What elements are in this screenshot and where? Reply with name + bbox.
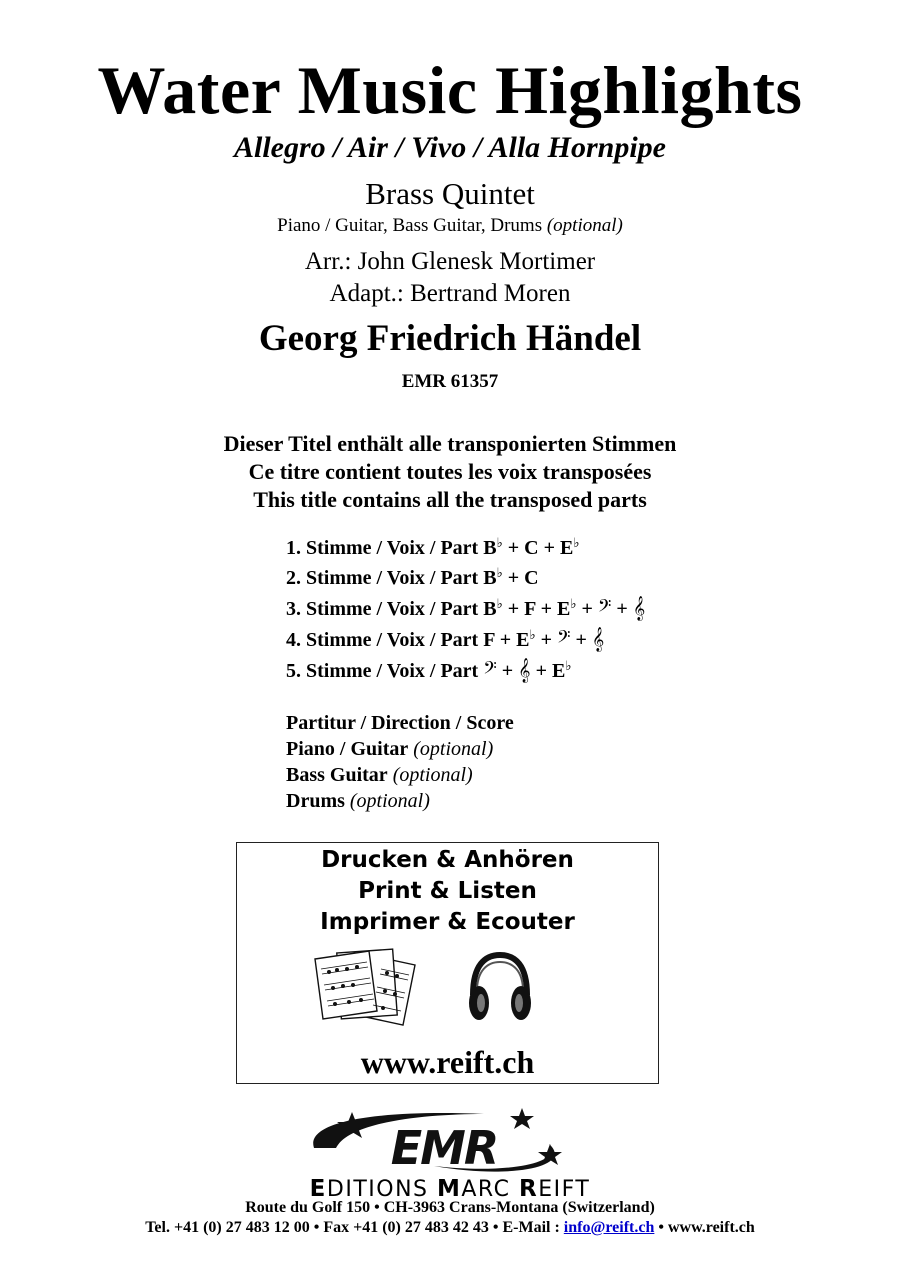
part-plus: +	[540, 629, 552, 651]
flat-icon: ♭	[496, 596, 503, 611]
part-prefix: Stimme / Voix / Part	[306, 537, 479, 559]
part-prefix: Stimme / Voix / Part	[306, 567, 479, 589]
emr-logo	[244, 1108, 656, 1178]
part-key: E♭	[559, 535, 580, 559]
part-plus: +	[543, 537, 555, 559]
extra-part-label: Partitur / Direction / Score	[286, 712, 514, 734]
bass-clef-icon: 𝄢	[597, 596, 612, 620]
part-plus: +	[535, 660, 547, 682]
part-plus: +	[507, 567, 520, 589]
part-key: E♭	[516, 627, 536, 651]
extra-part-note: (optional)	[413, 738, 494, 760]
adapter: Adapt.: Bertrand Moren	[329, 280, 571, 307]
treble-clef-icon: 𝄞	[591, 627, 605, 651]
brand-rest: EIFT	[538, 1177, 591, 1202]
flat-icon: ♭	[496, 535, 503, 550]
flat-icon: ♭	[570, 596, 577, 611]
promo-line-de: Drucken & Anhören	[321, 847, 574, 873]
arranger: Arr.: John Glenesk Mortimer	[304, 248, 596, 275]
part-plus: +	[575, 629, 587, 651]
extras-list	[286, 710, 514, 814]
part-plus: +	[507, 537, 520, 559]
part-plus: +	[499, 629, 512, 651]
parts-list	[286, 533, 645, 686]
part-key: E♭	[557, 596, 577, 620]
catalog-number: EMR 61357	[401, 371, 499, 392]
promo-url[interactable]: www.reift.ch	[360, 1044, 535, 1080]
bass-clef-icon: 𝄢	[483, 658, 497, 682]
part-key: B♭	[483, 596, 503, 620]
print-listen-box	[236, 842, 659, 1084]
bass-clef-icon: 𝄢	[557, 627, 571, 651]
part-line	[286, 533, 645, 563]
brand-rest: DITIONS	[326, 1177, 437, 1202]
part-key: F	[524, 598, 536, 620]
extra-part-label: Bass Guitar	[286, 764, 388, 786]
treble-clef-icon: 𝄞	[632, 596, 646, 620]
part-line	[286, 593, 645, 624]
headphones-icon	[465, 951, 535, 1025]
optional-instruments-list: Piano / Guitar, Bass Guitar, Drums	[277, 215, 543, 236]
extra-part	[286, 736, 514, 762]
part-prefix: Stimme / Voix / Part	[306, 660, 479, 682]
treble-clef-icon: 𝄞	[518, 658, 531, 682]
contact-website: • www.reift.ch	[654, 1219, 755, 1236]
extra-part	[286, 762, 514, 788]
part-number: 5.	[286, 660, 301, 682]
brand-initial: R	[518, 1176, 539, 1202]
extra-part-note: (optional)	[392, 764, 473, 786]
part-key: B♭	[483, 535, 503, 559]
part-number: 4.	[286, 629, 301, 651]
notice-fr: Ce titre contient toutes les voix transposées	[248, 459, 652, 484]
part-plus: +	[540, 598, 552, 620]
publisher-address: Route du Golf 150 • CH-3963 Crans-Montana (Switzerland)	[245, 1199, 655, 1216]
flat-icon: ♭	[573, 535, 580, 550]
part-prefix: Stimme / Voix / Part	[306, 598, 479, 620]
extra-part-label: Piano / Guitar	[286, 738, 409, 760]
part-line	[286, 624, 645, 655]
promo-line-en: Print & Listen	[358, 878, 537, 904]
part-key: B♭	[483, 565, 503, 589]
flat-icon: ♭	[496, 565, 503, 580]
part-number: 2.	[286, 567, 301, 589]
email-link[interactable]: info@reift.ch	[563, 1219, 655, 1236]
flat-icon: ♭	[529, 627, 536, 642]
brand-initial: M	[436, 1176, 462, 1202]
extra-part-label: Drums	[286, 790, 345, 812]
promo-line-fr: Imprimer & Ecouter	[320, 909, 575, 935]
ensemble: Brass Quintet	[365, 176, 535, 211]
title: Water Music Highlights	[97, 52, 803, 128]
publisher-contact	[0, 1218, 900, 1238]
notice-de: Dieser Titel enthält alle transponierten Stimmen	[223, 431, 677, 456]
subtitle: Allegro / Air / Vivo / Alla Hornpipe	[234, 131, 666, 164]
part-prefix: Stimme / Voix / Part	[306, 629, 479, 651]
part-number: 1.	[286, 537, 301, 559]
part-key: E♭	[551, 658, 572, 682]
brand-rest: ARC	[461, 1177, 519, 1202]
notice-en: This title contains all the transposed parts	[253, 487, 647, 512]
contact-phone-fax: Tel. +41 (0) 27 483 12 00 • Fax +41 (0) 27 483 42 43 • E-Mail :	[145, 1219, 564, 1236]
part-plus: +	[507, 598, 520, 620]
part-plus: +	[581, 598, 593, 620]
emr-logo-mark: EMR	[390, 1121, 498, 1175]
part-plus: +	[501, 660, 514, 682]
flat-icon: ♭	[565, 658, 572, 673]
part-line	[286, 655, 645, 686]
part-line	[286, 563, 645, 593]
brand-initial: E	[309, 1176, 327, 1202]
extra-part	[286, 710, 514, 736]
optional-tag: (optional)	[546, 215, 623, 236]
part-key: C	[524, 537, 539, 559]
part-plus: +	[616, 598, 628, 620]
extra-part	[286, 788, 514, 814]
optional-instruments	[0, 214, 900, 238]
sheet-music-icon	[311, 947, 423, 1027]
part-key: C	[524, 567, 539, 589]
extra-part-note: (optional)	[349, 790, 430, 812]
part-key: F	[483, 629, 495, 651]
composer: Georg Friedrich Händel	[258, 318, 642, 359]
part-number: 3.	[286, 598, 301, 620]
